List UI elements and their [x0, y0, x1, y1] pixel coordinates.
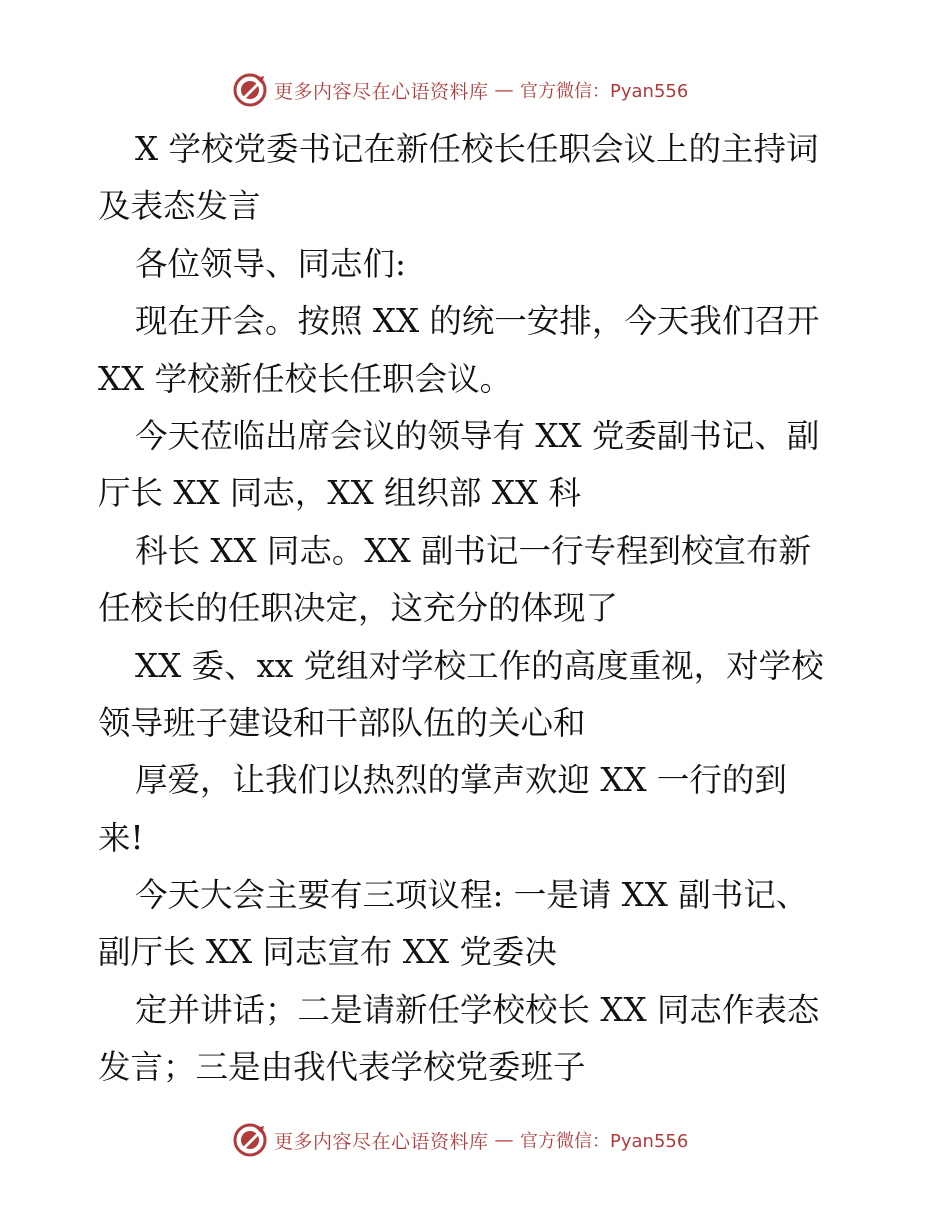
- paragraph-line: 任校长的任职决定，这充分的体现了: [98, 589, 619, 628]
- footer-banner: [232, 1120, 688, 1160]
- paragraph-line: XX 学校新任校长任职会议。: [98, 359, 513, 398]
- banner-separator: —: [494, 79, 515, 101]
- header-banner: [232, 70, 688, 110]
- paragraph-line: 定并讲话；二是请新任学校校长 XX 同志作表态: [135, 990, 820, 1029]
- salutation-line: 各位领导、同志们:: [135, 244, 406, 283]
- title-line-2: 及表态发言: [98, 187, 261, 226]
- banner-slogan: 更多内容尽在心语资料库: [274, 80, 489, 103]
- paragraph-line: 现在开会。按照 XX 的统一安排，今天我们召开: [135, 302, 820, 341]
- paragraph-line: 今天莅临出席会议的领导有 XX 党委副书记、副: [135, 416, 820, 455]
- banner-wechat-label: 官方微信：Pyan556: [520, 81, 689, 102]
- banner-slogan: 更多内容尽在心语资料库: [274, 1130, 489, 1153]
- title-line-1: X 学校党委书记在新任校长任职会议上的主持词: [135, 130, 819, 168]
- banner-wechat-label: 官方微信：Pyan556: [520, 1131, 689, 1152]
- paragraph-line: 来!: [98, 818, 144, 857]
- quill-seal-icon: [232, 1122, 268, 1158]
- paragraph-line: 厚爱，让我们以热烈的掌声欢迎 XX 一行的到: [135, 761, 787, 800]
- paragraph-line: 副厅长 XX 同志宣布 XX 党委决: [98, 933, 557, 972]
- paragraph-line: 发言；三是由我代表学校党委班子: [98, 1048, 586, 1087]
- paragraph-line: 科长 XX 同志。XX 副书记一行专程到校宣布新: [135, 531, 812, 570]
- document-body: [98, 121, 858, 1097]
- quill-seal-icon: [232, 72, 268, 108]
- banner-separator: —: [494, 1129, 515, 1151]
- paragraph-line: 今天大会主要有三项议程: 一是请 XX 副书记、: [135, 876, 809, 915]
- paragraph-line: 领导班子建设和干部队伍的关心和: [98, 703, 586, 742]
- paragraph-line: XX 委、xx 党组对学校工作的高度重视，对学校: [135, 646, 824, 685]
- paragraph-line: 厅长 XX 同志，XX 组织部 XX 科: [98, 474, 581, 513]
